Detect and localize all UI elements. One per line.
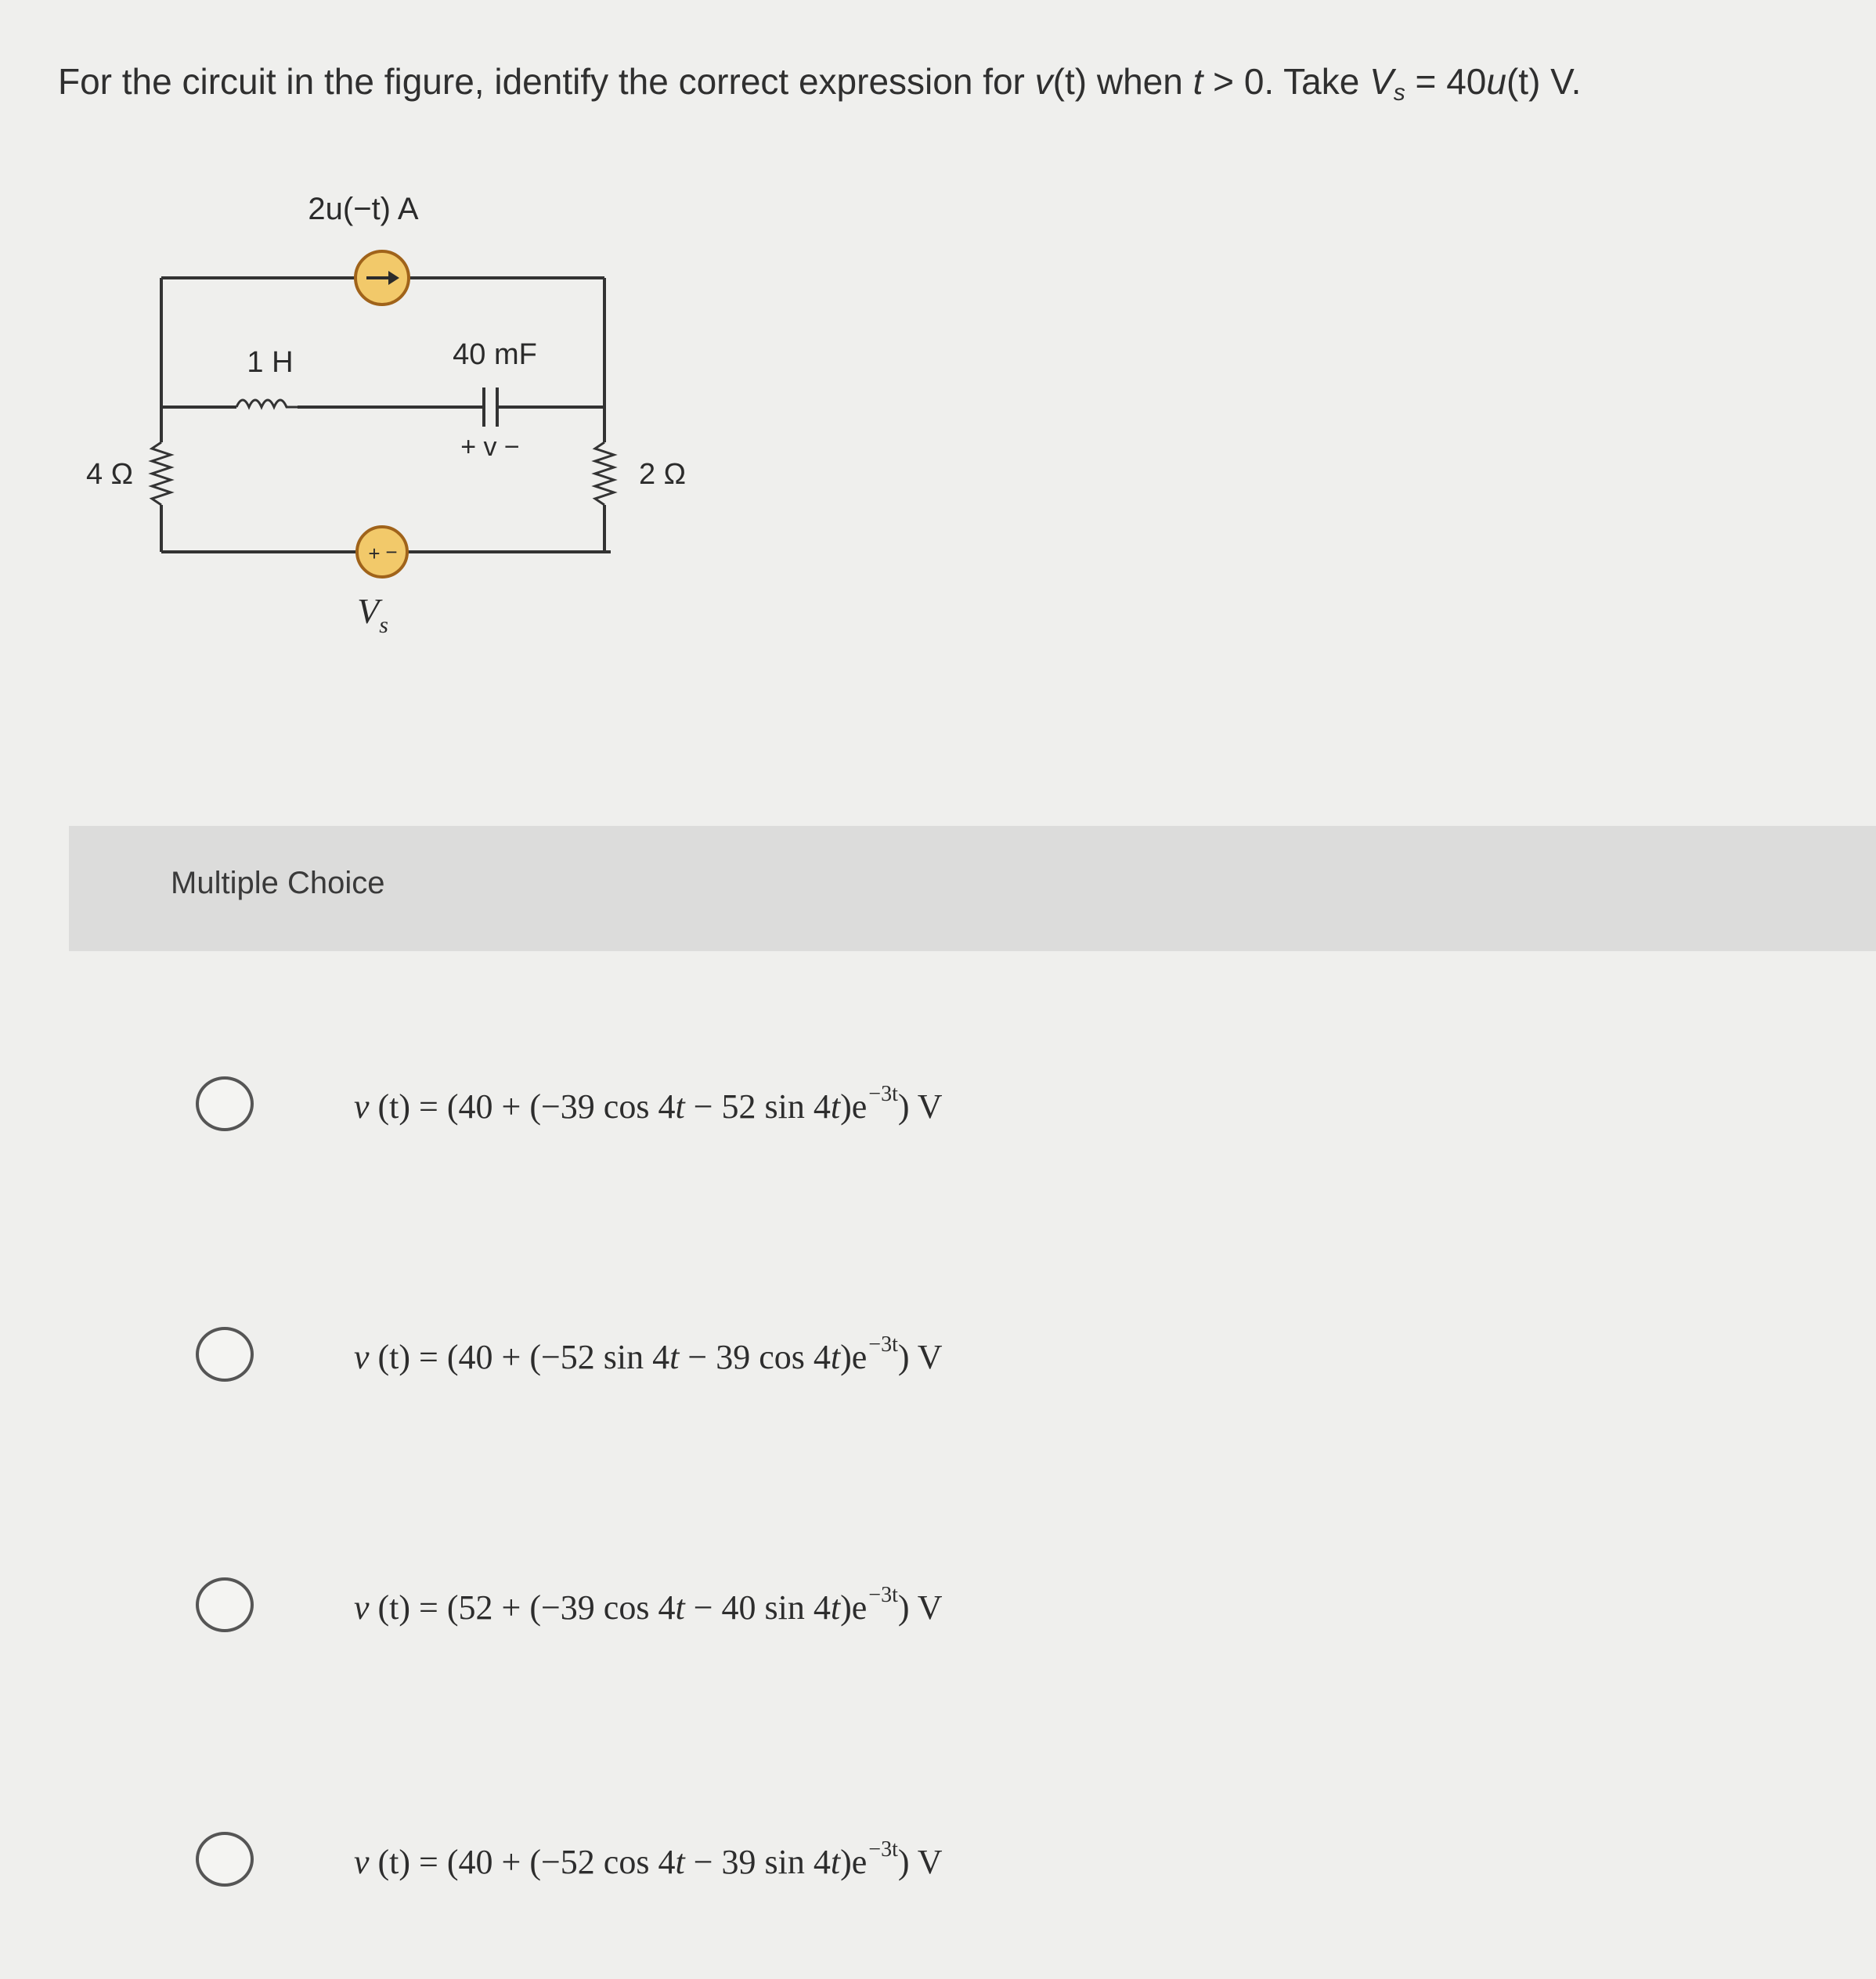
current-source-label: 2u(−t) A bbox=[308, 192, 419, 226]
radio-button[interactable] bbox=[196, 1076, 254, 1131]
svg-text:−: − bbox=[385, 540, 398, 564]
radio-button[interactable] bbox=[196, 1577, 254, 1632]
choice-formula: v (t) = (52 + (−39 cos 4t − 40 $\sin 4t)e^{-3t}$) V bbox=[354, 1582, 943, 1627]
voltage-source-symbol bbox=[357, 527, 407, 577]
radio-button[interactable] bbox=[196, 1832, 254, 1887]
svg-text:+: + bbox=[368, 542, 381, 565]
resistor-4ohm-label: 4 Ω bbox=[85, 458, 134, 491]
capacitor-polarity: + v − bbox=[460, 432, 520, 462]
circuit-diagram bbox=[63, 172, 767, 689]
inductor-label: 1 H bbox=[247, 346, 294, 379]
capacitor-symbol bbox=[484, 388, 497, 427]
inductor-symbol bbox=[236, 400, 298, 407]
radio-button[interactable] bbox=[196, 1327, 254, 1382]
voltage-source-label: $V_s$ bbox=[357, 591, 388, 638]
choice-formula: v (t) = (40 + (−52 sin 4t − 39 $\cos 4t)e^{-3t}$) V bbox=[354, 1332, 943, 1376]
capacitor-label: 40 mF bbox=[453, 338, 537, 371]
choice-option-2[interactable] bbox=[196, 1307, 1527, 1401]
resistor-2ohm-label: 2 Ω bbox=[638, 458, 687, 491]
choice-formula: v (t) = (40 + (−52 cos 4t − 39 $\sin 4t)e^{-3t}$) V bbox=[354, 1837, 943, 1881]
current-source-symbol bbox=[355, 251, 409, 305]
choice-option-1[interactable] bbox=[196, 1057, 1527, 1151]
multiple-choice-label: Multiple Choice bbox=[171, 866, 385, 900]
choice-option-4[interactable] bbox=[196, 1812, 1527, 1906]
resistor-4ohm-symbol bbox=[152, 442, 171, 505]
choice-option-3[interactable] bbox=[196, 1558, 1527, 1652]
choice-formula: v (t) = (40 + (−39 cos 4t − 52 $\sin 4t)e^{-3t}$) V bbox=[354, 1081, 943, 1126]
resistor-2ohm-symbol bbox=[595, 442, 614, 505]
question-text: For the circuit in the figure, identify the correct expression for v(t) when t > 0. Take $V_s = 40u(t)$ V. bbox=[58, 61, 1582, 106]
